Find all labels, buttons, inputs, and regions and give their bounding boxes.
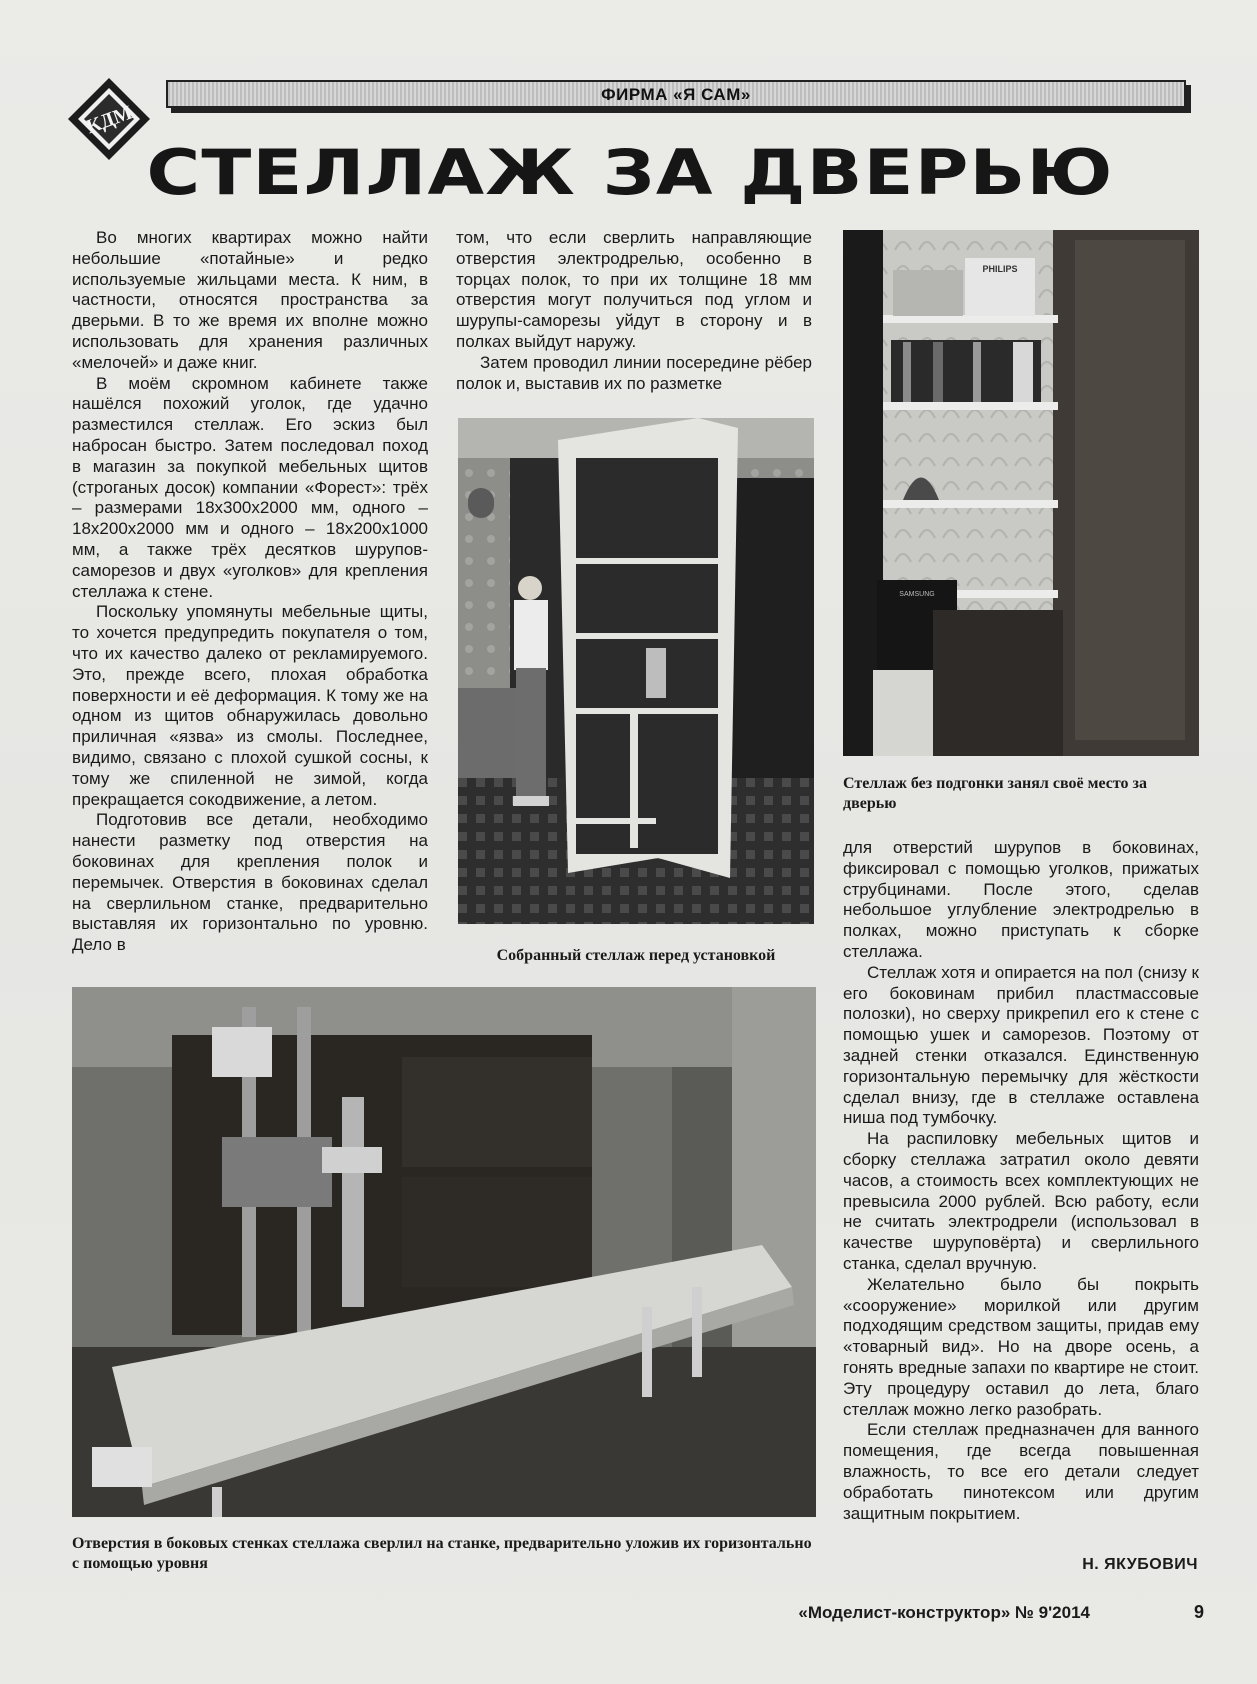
page-number: 9 <box>1193 1602 1204 1622</box>
paragraph: Подготовив все детали, необходимо нанести разметку под отверстия на боковинах для крепления полок и перемычек. Отверстия в боковинах сделал на сверлильном станке, предварительно выставляя их горизонтально по уровню. Дело в <box>72 810 428 955</box>
paragraph: для отверстий шурупов в боковинах, фиксировал с помощью уголков, прижатых струбцинами. После этого, сделав небольшое углубление электродрелью в полках, можно приступать к сборке стеллажа. <box>843 838 1199 961</box>
photo-drill-press <box>72 987 816 1517</box>
paragraph: том, что если сверлить направляющие отверстия электродрелью, особенно в торцах полок, то при их толщине 18 мм отверстия могут получиться под углом и шурупы-саморезы уйдут в сторону и в полках выйдут наружу. <box>456 228 812 351</box>
paragraph: Если стеллаж предназначен для ванного помещения, где всегда повышенная влажность, то все его детали следует обработать пинотексом или другим защитным покрытием. <box>843 1420 1199 1523</box>
text-column-3 <box>843 838 1199 1524</box>
logo-text: КДМ <box>83 101 136 139</box>
paragraph: Поскольку упомянуты мебельные щиты, то хочется предупредить покупателя о том, что их качество далеко от рекламируемого. Это, прежде всего, плохая обработка поверхности и её деформация. К тому же на одном из щитов обнаружилась довольно приличная «язва» из смолы. Последнее, видимо, связано с плохой сушкой сосны, к тому же спиленной не зимой, когда прекращается сокодвижение, а летом. <box>72 602 428 809</box>
paragraph: В моём скромном кабинете также нашёлся похожий уголок, где удачно разместился стеллаж. Его эскиз был набросан быстро. Затем последовал поход в магазин за покупкой мебельных щитов (строганых досок) компании «Форест»: трёх – размерами 18x300x2000 мм, одного – 18x200x2000 мм и одного – 18x200x1000 мм, а также трёх десятков шурупов-саморезов и двух «уголков» для крепления стеллажа к стене. <box>72 373 428 601</box>
paragraph: Затем проводил линии посередине рёбер полок и, выставив их по разметке <box>456 352 812 393</box>
text-column-1 <box>72 228 428 956</box>
paragraph: Желательно было бы покрыть «сооружение» морилкой или другим подходящим средством защиты, придав ему «товарный вид». Но на дворе осень, а гонять вредные запахи по квартире не стоит. Эту процедуру оставил до лета, благо стеллаж можно легко разобрать. <box>843 1274 1199 1419</box>
photo-installed-shelf <box>843 230 1199 756</box>
magazine-footer: «Моделист-конструктор» № 9'2014 <box>798 1603 1090 1622</box>
paragraph: Во многих квартирах можно найти небольшие «потайные» и редко используемые жильцами места. К ним, в частности, относятся пространства за дверьми. В то же время их вполне можно использовать для хранения различных «мелочей» и даже книг. <box>72 228 428 372</box>
section-label: ФИРМА «Я САМ» <box>601 85 751 104</box>
speaker-brand-text: SAMSUNG <box>899 591 935 598</box>
caption-drilling: Отверстия в боковых стенках стеллажа сверлил на станке, предварительно уложив их горизонтально с помощью уровня <box>72 1535 812 1572</box>
author-name: Н. ЯКУБОВИЧ <box>1082 1556 1198 1573</box>
section-header <box>166 80 1186 108</box>
paragraph: Стеллаж хотя и опирается на пол (снизу к его боковинам прибил пластмассовые полозки), но сверху прикрепил его к стене с помощью ушек и саморезов. Поэтому от задней стенки отказался. Единственную горизонтальную перемычку для жёсткости сделал внизу, где в стеллаже оставлена ниша под тумбочку. <box>843 962 1199 1128</box>
paragraph: На распиловку мебельных щитов и сборку стеллажа затратил около девяти часов, а стоимость всех комплектующих не превысила 2000 рублей. Всю работу, если не считать электродрели (использовал в качестве шуруповёрта) и сверлильного станка, сделал вручную. <box>843 1129 1199 1273</box>
box-brand-text: PHILIPS <box>982 264 1018 274</box>
article-title: СТЕЛЛАЖ ЗА ДВЕРЬЮ <box>146 136 1114 209</box>
text-column-2 <box>456 228 812 394</box>
photo-assembled-shelf <box>458 418 814 924</box>
caption-installed: Стеллаж без подгонки занял своё место за дверью <box>843 775 1147 812</box>
caption-assembled: Собранный стеллаж перед установкой <box>496 947 776 964</box>
